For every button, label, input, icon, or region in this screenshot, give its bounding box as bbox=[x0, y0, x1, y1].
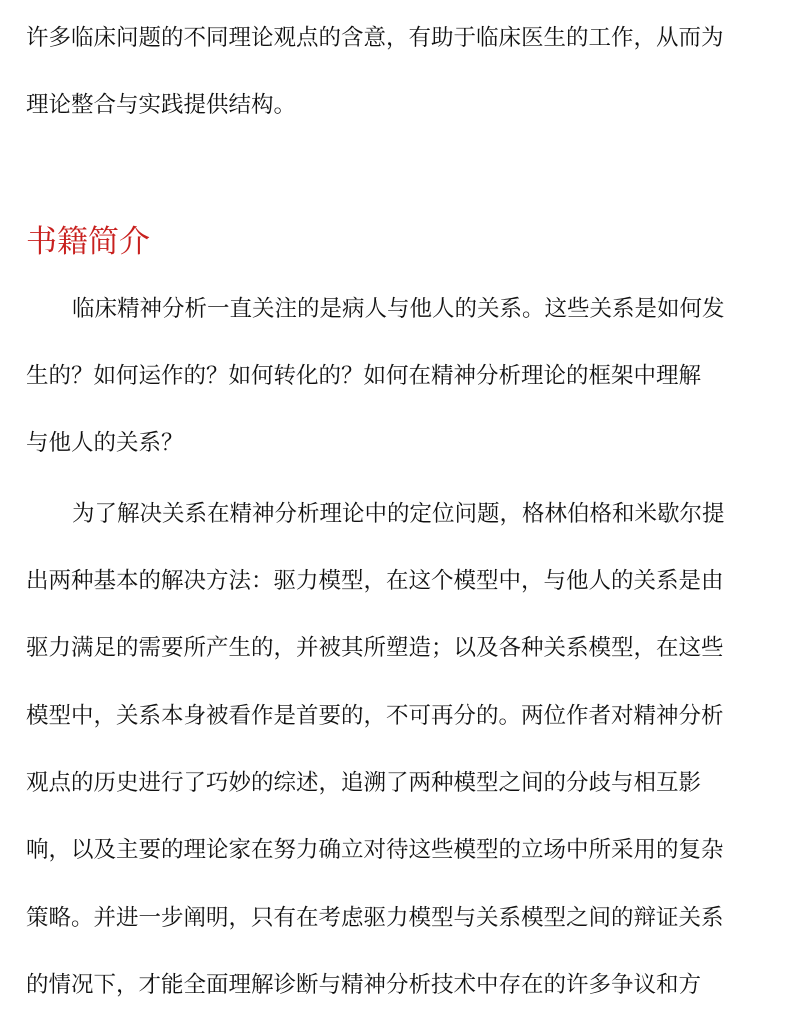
paragraph-2-line-5: 观点的历史进行了巧妙的综述，追溯了两种模型之间的分歧与相互影 bbox=[26, 770, 702, 796]
paragraph-1-line-2: 生的？如何运作的？如何转化的？如何在精神分析理论的框架中理解 bbox=[26, 363, 702, 389]
section-heading: 书籍简介 bbox=[26, 224, 150, 260]
paragraph-2-line-2: 出两种基本的解决方法：驱力模型，在这个模型中，与他人的关系是由 bbox=[26, 568, 724, 594]
paragraph-2-line-7: 策略。并进一步阐明，只有在考虑驱力模型与关系模型之间的辩证关系 bbox=[26, 905, 724, 931]
paragraph-2-line-6: 响，以及主要的理论家在努力确立对待这些模型的立场中所采用的复杂 bbox=[26, 837, 724, 863]
paragraph-2-line-4: 模型中，关系本身被看作是首要的，不可再分的。两位作者对精神分析 bbox=[26, 703, 724, 729]
paragraph-1-line-3: 与他人的关系？ bbox=[26, 430, 184, 456]
paragraph-2-line-8: 的情况下，才能全面理解诊断与精神分析技术中存在的许多争议和方 bbox=[26, 972, 702, 998]
paragraph-2-line-1: 为了解决关系在精神分析理论中的定位问题，格林伯格和米歇尔提 bbox=[72, 501, 725, 527]
intro-line-2: 理论整合与实践提供结构。 bbox=[26, 92, 297, 118]
paragraph-1-line-1: 临床精神分析一直关注的是病人与他人的关系。这些关系是如何发 bbox=[72, 296, 725, 322]
paragraph-2-line-3: 驱力满足的需要所产生的，并被其所塑造；以及各种关系模型，在这些 bbox=[26, 635, 724, 661]
intro-line-1: 许多临床问题的不同理论观点的含意，有助于临床医生的工作，从而为 bbox=[26, 25, 724, 51]
